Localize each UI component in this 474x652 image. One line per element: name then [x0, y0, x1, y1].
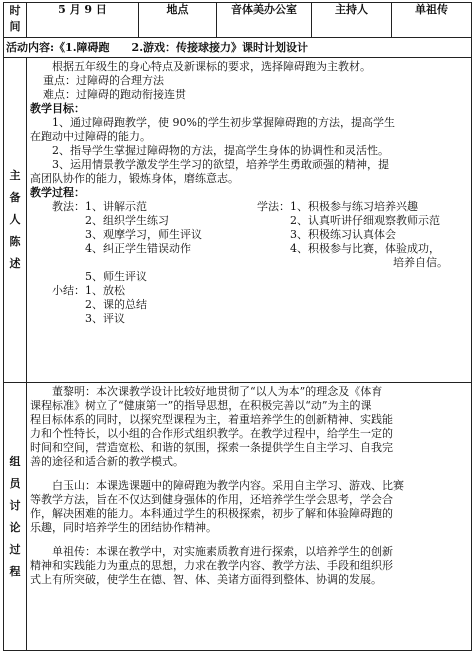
para-line: 乐趣，同时培养学生的团结协作精神。	[30, 521, 217, 534]
time-label	[4, 3, 27, 38]
teaching-method: 3、观摩学习，师生评议	[85, 228, 202, 241]
host-label: 主持人	[312, 3, 392, 38]
time-label-text: 时 间	[9, 4, 21, 33]
para-line: 力和个性特长，以小组的合作形式组织教学。在教学过程中，给学生一定的	[30, 427, 393, 440]
process-title: 教学过程：	[30, 186, 85, 199]
side-char: 论	[9, 520, 21, 534]
side-char: 程	[9, 564, 21, 578]
discussion-para-1	[30, 385, 468, 469]
date-cell: 5 月 9 日	[27, 3, 139, 38]
side-char: 组	[9, 454, 21, 468]
para-line: 程目标体系的同时，以探究型课程为主，着重培养学生的创新精神、实践能	[30, 413, 393, 426]
side-char: 过	[9, 542, 21, 556]
side-char: 讨	[9, 498, 21, 512]
lesson-plan-table	[3, 2, 472, 651]
para-line: 作，解决困难的能力。本科通过学生的积极探索，初步了解和体验障碍跑的	[30, 507, 393, 520]
spacer	[30, 469, 468, 479]
para-line: 等教学方法，旨在不仅达到健身强体的作用，还培养学生学会思考，学会合	[30, 493, 393, 506]
header-row	[4, 3, 472, 38]
place-value: 音体美办公室	[217, 3, 312, 38]
para-line: 白玉山：本课选课题中的障碍跑为教学内容。采用自主学习、游戏、比赛	[52, 479, 404, 492]
teaching-method: 教法：1、讲解示范	[52, 200, 147, 213]
key-point: 重点：过障碍的合理方法	[43, 74, 164, 87]
side-char: 人	[9, 213, 21, 226]
teaching-method: 2、组织学生练习	[85, 214, 169, 227]
topic-cell	[4, 38, 472, 58]
side-char: 员	[9, 476, 21, 490]
main-prep-content	[27, 58, 472, 383]
learning-method-tail: 培养自信。	[393, 256, 448, 269]
para-line: 董黎明：本次课教学设计比较好地贯彻了“以人为本”的理念及《体育	[52, 385, 383, 398]
difficulty: 难点：过障碍的跑动衔接连贯	[43, 88, 186, 101]
goals-title: 教学目标：	[30, 102, 85, 115]
goal-3-line-1: 3、运用情景教学激发学生学习的欲望，培养学生勇敢顽强的精神，提	[52, 158, 389, 171]
intro-text: 根据五年级生的身心特点及新课标的要求，选择障碍跑为主教材。	[52, 60, 371, 73]
side-char: 主	[9, 169, 21, 182]
topic-row	[4, 38, 472, 58]
para-line: 时间和空间，营造宽松、和谐的氛围，探索一条提供学生自主学习、自我完	[30, 441, 393, 454]
summary-3: 3、评议	[85, 312, 125, 325]
spacer	[30, 535, 468, 545]
para-line: 精神和实践能力为重点的思想，力求在教学内容、教学方法、手段和组织形	[30, 559, 393, 572]
learning-method: 2、认真听讲仔细观察教师示范	[290, 214, 440, 227]
topic-text: 活动内容:《1.障碍跑 2.游戏：传接球接力》课时计划设计	[6, 41, 309, 54]
place-label: 地点	[139, 3, 217, 38]
side-char: 备	[9, 191, 21, 204]
goal-3-line-2: 高团队协作的能力，锻炼身体，磨练意志。	[30, 172, 239, 185]
learning-method: 学法：1、积极参与练习培养兴趣	[257, 200, 418, 213]
summary-1: 小结：1、放松	[52, 284, 125, 297]
method-row	[30, 228, 468, 242]
side-char: 陈	[9, 235, 21, 248]
goal-1-line-1: 1、通过障碍跑教学，使 90%的学生初步掌握障碍跑的方法，提高学生	[52, 116, 395, 129]
method-row	[30, 200, 468, 214]
discussion-row	[4, 383, 472, 651]
para-line: 单祖传：本课在教学中，对实施素质教育进行探索，以培养学生的创新	[52, 545, 393, 558]
para-line: 善的途径和适合新的教学模式。	[30, 455, 184, 468]
discussion-para-2	[30, 479, 468, 535]
summary-2: 2、课的总结	[85, 298, 147, 311]
discussion-side-label	[4, 383, 27, 651]
discussion-para-3	[30, 545, 468, 587]
teaching-method-5: 5、师生评议	[85, 270, 147, 283]
learning-method: 3、积极练习认真体会	[290, 228, 396, 241]
para-line: 课程标准》树立了“健康第一”的指导思想，在积极完善以“动”为主的课	[30, 399, 372, 412]
side-char: 述	[9, 257, 21, 270]
teaching-method: 4、纠正学生错误动作	[85, 242, 191, 255]
main-prep-side-label	[4, 58, 27, 383]
goal-1-line-2: 在跑动中过障碍的能力。	[30, 130, 151, 143]
method-row	[30, 214, 468, 228]
host-value: 单祖传	[392, 3, 472, 38]
main-prep-row	[4, 58, 472, 383]
method-row	[30, 242, 468, 256]
para-line: 式上有所突破，使学生在德、智、体、美诸方面得到整体、协调的发展。	[30, 573, 382, 586]
goal-2: 2、指导学生掌握过障碍物的方法，提高学生身体的协调性和灵活性。	[52, 144, 389, 157]
discussion-content	[27, 383, 472, 651]
learning-method: 4、积极参与比赛，体验成功，	[290, 242, 440, 255]
